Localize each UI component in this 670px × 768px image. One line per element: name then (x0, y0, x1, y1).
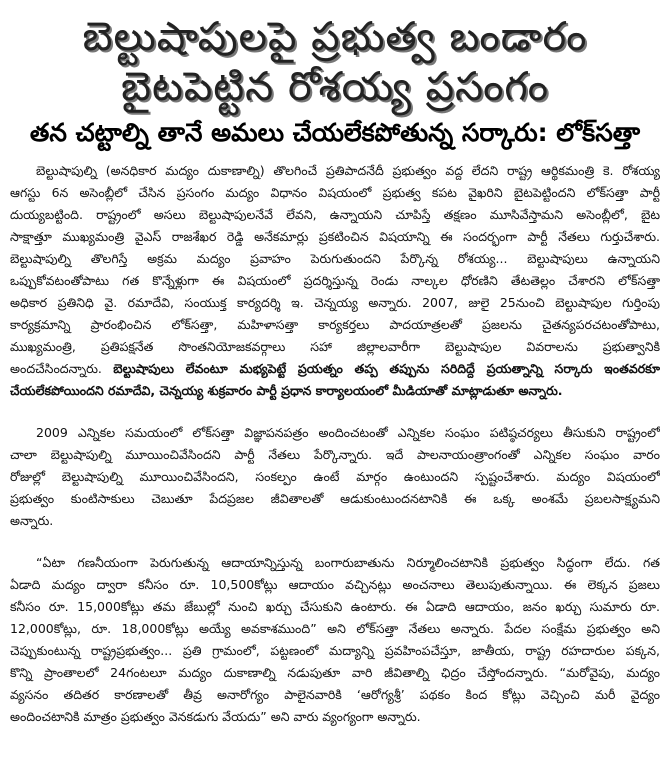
headline-line-2: బైటపెట్టిన రోశయ్య ప్రసంగం (120, 64, 550, 110)
text-bold: బెల్టుషాపులు లేవంటూ మభ్యపెట్టే ప్రయత్నం తప్ప తప్పును సరిదిద్దే ప్రయత్నాన్ని సర్కారు ఇంతవరకూ (113, 361, 660, 376)
text-line: వ్యసనం తదితర కారణాలతో తీవ్ర అనారోగ్యం పాలైనవారికి ‘ఆరోగ్యశ్రీ’ పథకం కింద కోట్లు వెచ్చించి మరీ వైద్యం (10, 687, 660, 702)
paragraph-3 (10, 552, 660, 728)
paragraph-1 (10, 160, 660, 402)
headline (0, 12, 670, 150)
text-line: అధికార ప్రతినిధి వై. రమాదేవి, సంయుక్త కార్యదర్శి ఇ. చెన్నయ్య అన్నారు. 2007, జులై 25నుంచి బెల్టుషాపుల గుర్తింపు (10, 295, 660, 310)
text-line: “ఏటా గణనీయంగా పెరుగుతున్న ఆదాయాన్నిస్తున్న బంగారుబాతును నిర్మూలించటానికి ప్రభుత్వం సిద్ధంగా లేదు. గత (36, 555, 660, 570)
article-body (10, 160, 660, 728)
text-line: రోజుల్లో బెల్టుషాపుల్ని మూయించివేసిందని, సంకల్పం ఉంటే మార్గం ఉంటుందని స్పష్టంచేశారు. మద్యం విషయంలో (10, 469, 660, 484)
text-line: అన్నారు. (10, 513, 54, 528)
text-normal: అందచేసిందన్నారు. (10, 361, 114, 376)
text-line: 2009 ఎన్నికల సమయంలో లోక్‌సత్తా విజ్ఞాపనపత్రం అందించటంతో ఎన్నికల సంఘం పటిష్ఠచర్యలు తీసుకుని రాష్ట్రంలో (36, 425, 660, 440)
text-line-bold: చేయలేకపోయిందని రమాదేవి, చెన్నయ్య శుక్రవారం పార్టీ ప్రధాన కార్యాలయంలో మీడియాతో మాట్లాడుతూ అన్నారు. (10, 383, 563, 398)
text-line: ముఖ్యమంత్రి, ప్రతిపక్షనేత సొంతనియోజకవర్గాలు సహా జిల్లాలవారీగా బెల్టుషాపుల వివరాలను ప్రభుత్వానికి (10, 339, 660, 354)
headline-line-1: బెల్టుషాపులపై ప్రభుత్వ బండారం (82, 14, 588, 60)
text-line: సాక్షాత్తూ ముఖ్యమంత్రి వైఎస్ రాజశేఖర రెడ్డి అనేకమార్లు ప్రకటించిన విషయాన్ని ఈ సందర్భంగా పార్టీ నేతలు గుర్తుచేశారు. (10, 229, 660, 244)
text-line: ఏడాది మద్యం ద్వారా కనీసం రూ. 10,500కోట్లు ఆదాయం వచ్చినట్లు అంచనాలు తెలుపుతున్నాయి. ఈ లెక్కన ప్రజలు (10, 577, 660, 592)
subtitle: తన చట్టాల్ని తానే అమలు చేయలేకపోతున్న సర్కారు: లోక్‌సత్తా (29, 118, 641, 147)
text-line: 12,000కోట్లు, రూ. 18,000కోట్లు అయ్యే అవకాశముంది” అని లోక్‌సత్తా నేతలు అన్నారు. పేదల సంక్షేమ ప్రభుత్వం అని (10, 621, 660, 636)
text-line: బెల్టుషాపుల్ని తొలగిస్తే అక్రమ మద్యం ప్రవాహం పెరుగుతుందని పేర్కొన్న రోశయ్య... బెల్టుషాపులు ఉన్నాయని (10, 251, 660, 266)
text-line: ఒప్పుకోవటంతోపాటు గత కొన్నేళ్లుగా ఈ విషయంలో ప్రదర్శిస్తున్న రెండు నాల్కల ధోరణిని తేటతెల్లం చేశారని లోక్‌సత్తా (10, 273, 660, 288)
text-line: కార్యక్రమాన్ని ప్రారంభించిన లోక్‌సత్తా, మహిళాసత్తా కార్యకర్తలు పాదయాత్రలతో ప్రజలను చైతన్యపరచటంతోపాటు, (10, 317, 660, 332)
text-line (10, 358, 660, 380)
text-line: దుయ్యబట్టింది. రాష్ట్రంలో అసలు బెల్టుషాపులనేవే లేవని, ఉన్నాయని చూపిస్తే తక్షణం మూసివేస్తామని అసెంబ్లీలో, బైట (10, 207, 660, 222)
text-line: అందించటానికి మాత్రం ప్రభుత్వం వెనకడుగు వేయదు” అని వారు వ్యంగ్యంగా అన్నారు. (10, 709, 421, 724)
text-line: కనీసం రూ. 15,000కోట్లు తమ జేబుల్లో నుంచి ఖర్చు చేసుకుని ఉంటారు. ఈ ఏడాది ఆదాయం, జనం ఖర్చు సుమారు రూ. (10, 599, 660, 614)
text-line: చాలా బెల్టుషాపుల్ని మూయించివేసిందని పార్టీ నేతలు పేర్కొన్నారు. ఇదే పాలనాయంత్రాంగంతో ఎన్నికల సంఘం వారం (10, 447, 660, 462)
text-line: చెప్పుకుంటున్న రాష్ట్రప్రభుత్వం... ప్రతి గ్రామంలో, పట్టణంలో మద్యాన్ని ప్రవహింపచేస్తూ, జాతీయ, రాష్ట్ర రహదారుల పక్కన, (10, 643, 660, 658)
text-line: ప్రభుత్వం కుంటిసాకులు చెబుతూ పేదప్రజల జీవితాలతో ఆడుకుంటుందనటానికి ఈ ఒక్క అంశమే ప్రబలసాక్ష్యమని (10, 491, 660, 506)
text-line: కొన్ని ప్రాంతాలలో 24గంటలూ మద్యం దుకాణాల్ని నడుపుతూ వారి జీవితాల్ని ఛిద్రం చేస్తోందన్నారు. “మరోవైపు, మద్యం (10, 665, 660, 680)
text-line: బెల్టుషాపుల్ని (అనధికార మద్యం దుకాణాల్ని) తొలగించే ప్రతిపాదనేదీ ప్రభుత్వం వద్ద లేదని రాష్ట్ర ఆర్థికమంత్రి కె. రోశయ్య (36, 163, 660, 178)
text-line: ఆగస్టు 6న అసెంబ్లీలో చేసిన ప్రసంగం మద్యం విధానం విషయంలో ప్రభుత్వ కపట వైఖరిని బైటపెట్టిందని లోక్‌సత్తా పార్టీ (10, 185, 660, 200)
paragraph-2 (10, 422, 660, 532)
